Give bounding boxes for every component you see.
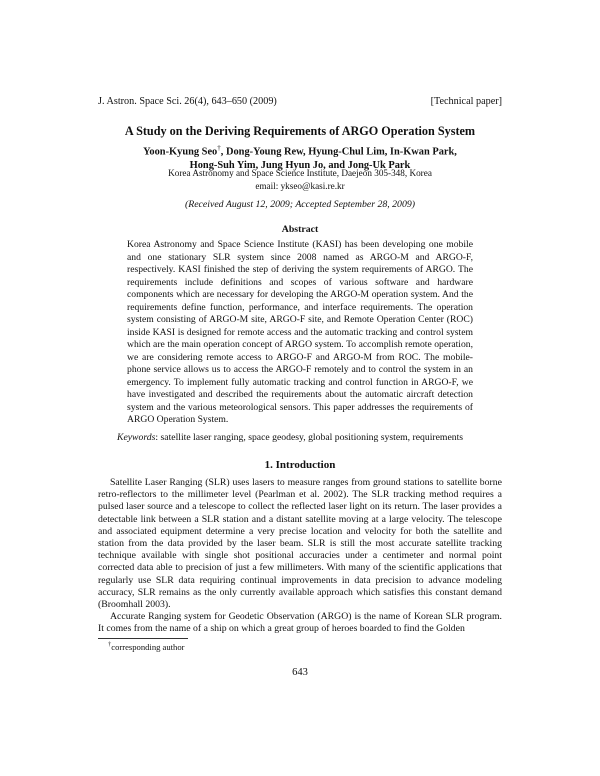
paper-title: A Study on the Deriving Requirements of ARGO Operation System — [124, 124, 476, 138]
body-paragraph: Satellite Laser Ranging (SLR) uses lasers to measure ranges from ground stations to satellite borne retro-reflectors to the millimeter level (Pearlman et al. 2002). The SLR tracking method requires a pulsed laser source and a telescope to collect the reflected laser light on its return. The laser provides a detectable link between a SLR station and a distant satellite moving at a large velocity. The telescope and associated equipment determine a very precise location and velocity for both the satellite and station from the data provided by the laser beam. SLR is still the most accurate satellite tracking technique available with single shot positional accuracies under a centimeter and normal point corrected data able to precision of just a few millimeters. With many of the scientific applications that regularly use SLR data requiring continual improvements in data precision to advance modeling accuracy, SLR remains as the only currently available approach which satisfies this constant demand (Broomhall 2003). — [98, 477, 502, 611]
affiliation — [80, 167, 520, 193]
running-head — [98, 96, 502, 107]
received-dates: (Received August 12, 2009; Accepted September 28, 2009) — [184, 199, 416, 210]
footnote-mark: † — [108, 641, 112, 648]
footnote — [108, 641, 185, 652]
institute: Korea Astronomy and Space Science Institute, Daejeon 305-348, Korea — [168, 168, 432, 178]
section-body — [98, 477, 502, 636]
first-author: Yoon-Kyung Seo — [143, 146, 218, 158]
abstract-heading: Abstract — [281, 224, 319, 235]
footnote-divider — [98, 638, 188, 639]
author-line-2: Hong-Suh Yim, Jung Hyun Jo, and Jong-Uk Park — [189, 159, 411, 171]
keywords-label: Keywords — [117, 432, 156, 443]
body-paragraph: Accurate Ranging system for Geodetic Observation (ARGO) is the name of Korean SLR program. It comes from the name of a ship on which a great group of heroes boarded to find the Golden — [98, 611, 502, 635]
abstract-text: Korea Astronomy and Space Science Institute (KASI) has been developing one mobile and one stationary SLR system since 2008 named as ARGO-M and ARGO-F, respectively. KASI finished the step of deriving the system requirements of ARGO. The requirements include definitions and scopes of various software and hardware components which are necessary for developing the ARGO-M operation system. And the requirements define function, performance, and interface requirements. The operation system consisting of ARGO-M site, ARGO-F site, and Remote Operation Center (ROC) inside KASI is designed for remote access and the automatic tracking and control system which are the main operation concept of ARGO system. To accomplish remote operation, we are considering remote access to ARGO-F and ARGO-M from ROC. The mobile-phone service allows us to access the ARGO-F remotely and to control the system in an emergency. To implement fully automatic tracking and control function in ARGO-F, we have investigated and described the requirements about the automatic aircraft detection system and the various meteorological sensors. This paper addresses the requirements of ARGO Operation System. — [127, 239, 473, 425]
section-heading: 1. Introduction — [264, 459, 336, 471]
keywords-text: : satellite laser ranging, space geodesy, global positioning system, requirements — [155, 432, 464, 443]
author-line-1-rest: , Dong-Young Rew, Hyung-Chul Lim, In-Kwan Park, — [220, 146, 457, 158]
paper-type: [Technical paper] — [430, 96, 502, 107]
email: email: ykseo@kasi.re.kr — [255, 181, 345, 191]
corresponding-mark: † — [217, 144, 221, 152]
journal-citation: J. Astron. Space Sci. 26(4), 643–650 (2009) — [98, 96, 277, 107]
footnote-text: corresponding author — [111, 641, 185, 652]
keywords — [117, 432, 497, 443]
page-number: 643 — [292, 667, 308, 678]
